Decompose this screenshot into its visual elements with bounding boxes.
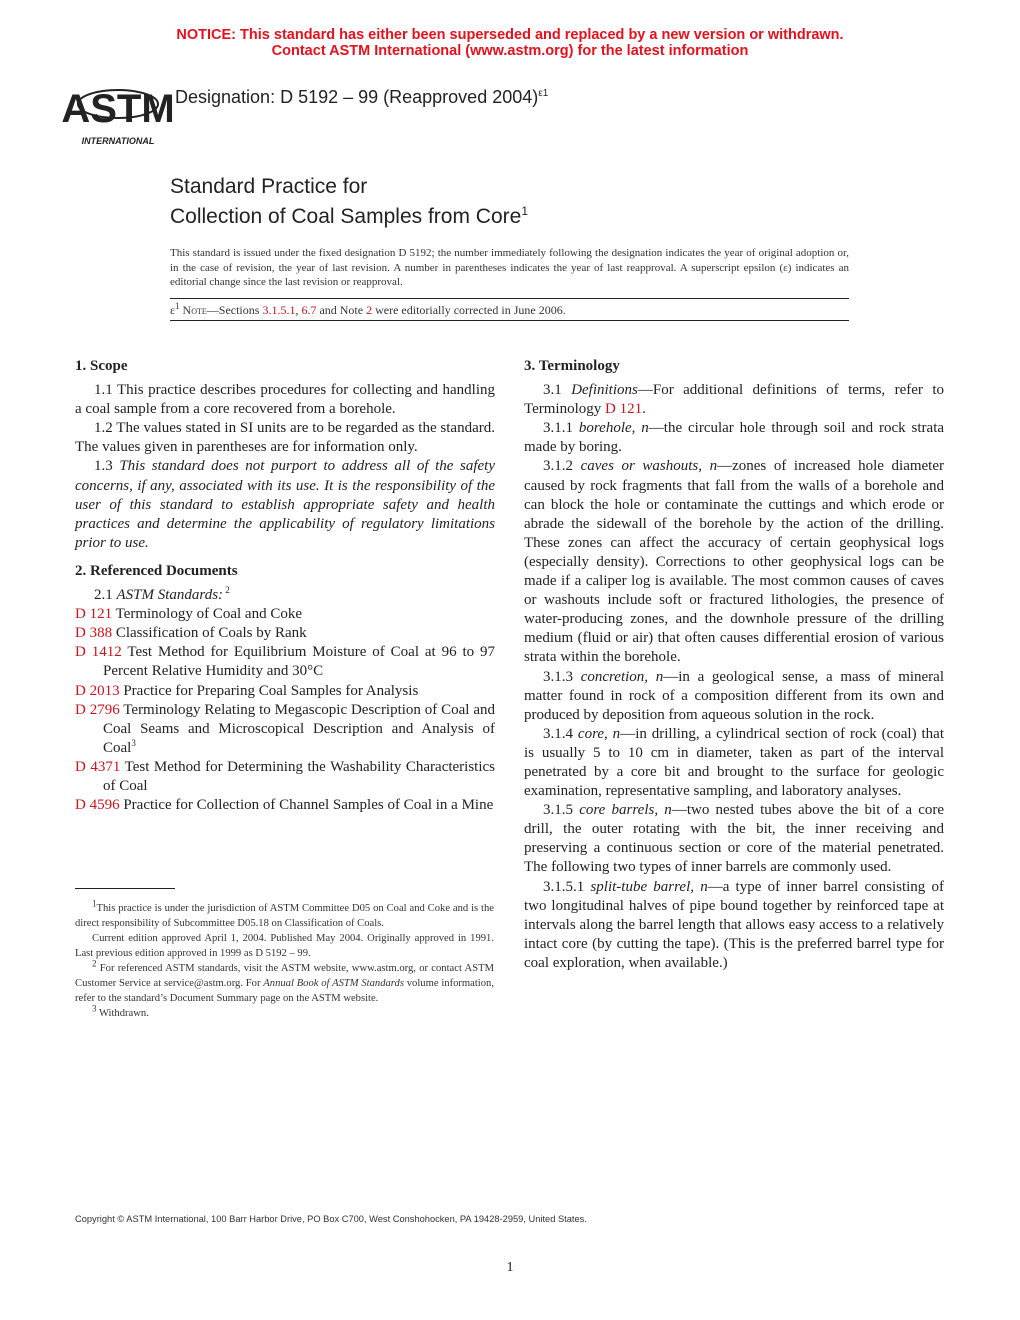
text-run: —zones of increased hole diameter caused by rock fragments that fall from the walls of a borehole and can block the hole or contaminate the cuttings and which erode or abrade the sidewall of the borehole by the action of the drilling. These zones can affect the accuracy of certain geophysical logs (especially density). Corrections to other geophysical logs can be made if a caliper log is available. The most common causes of caves or washouts include soft or fractured lithologies, the presence of water-producing zones, and the downhole pressure of the drilling medium (fluid or air) that often causes differential erosion of various strata within the borehole. xyxy=(524,458,945,666)
title-line-1: Standard Practice for xyxy=(170,175,368,198)
reference-link[interactable]: D 1412 xyxy=(75,644,122,661)
footnote-ref: 2 xyxy=(223,585,230,596)
text-run: 3.1.5 xyxy=(543,802,580,819)
logo-mark: ASTM xyxy=(61,87,175,131)
paragraph xyxy=(524,457,944,667)
paragraph xyxy=(75,586,495,605)
paragraph xyxy=(524,801,944,877)
right-column xyxy=(524,357,944,973)
paragraph xyxy=(524,381,944,419)
text-run: —Sections xyxy=(206,303,263,317)
text-run: split-tube barrel, n xyxy=(590,878,708,895)
section-heading xyxy=(75,562,495,581)
reference-link[interactable]: D 4596 xyxy=(75,797,120,814)
notice-line-2: Contact ASTM International (www.astm.org) for the latest information xyxy=(271,43,749,59)
text-run: —in a geological sense, a mass of mineral matter found in rock of a composition different from its own and produced by deposition from aqueous solution in the rock. xyxy=(524,668,945,723)
text-run: This practice is under the jurisdiction of ASTM Committee D05 on Coal and Coke and is the direct responsibility of Subcommittee D05.18 on Classification of Coals. xyxy=(75,903,494,929)
footnote-ref: 1 xyxy=(92,898,97,909)
paragraph xyxy=(75,381,495,419)
footnote-ref: 3 xyxy=(92,1003,97,1014)
left-column xyxy=(75,357,495,815)
paragraph xyxy=(75,457,495,552)
text-run: Test Method for Determining the Washability Characteristics of Coal xyxy=(103,758,496,794)
text-run: This standard does not purport to address all of the safety concerns, if any, associated with its use. It is the responsibility of the user of this standard to establish appropriate safety and health practices and determine the applicability of regulatory limitations prior to use. xyxy=(75,458,496,551)
paragraph xyxy=(524,668,944,725)
text-run: —the circular hole through soil and rock strata made by boring. xyxy=(524,420,945,456)
reference-link[interactable]: 6.7 xyxy=(301,303,317,317)
astm-logo xyxy=(61,76,175,148)
text-run: ε xyxy=(170,303,176,317)
reference-item xyxy=(75,758,495,796)
designation xyxy=(175,87,548,108)
text-run: —two nested tubes above the bit of a core drill, the outer rotating with the bit, the inner receiving and preserving a continuous section or core of the material penetrated. The following two types of inner barrels are commonly used. xyxy=(524,802,945,876)
logo-subtext: INTERNATIONAL xyxy=(81,136,155,146)
divider xyxy=(170,298,849,299)
text-run: 3.1 xyxy=(543,382,572,399)
text-run: Note xyxy=(179,303,207,317)
text-run: Terminology of Coal and Coke xyxy=(112,606,302,623)
text-run: 2.1 xyxy=(94,587,117,604)
text-run: Practice for Preparing Coal Samples for Analysis xyxy=(119,682,419,699)
text-run: and Note xyxy=(316,303,367,317)
text-run: —in drilling, a cylindrical section of rock (coal) that is usually 5 to 10 cm in diameter, taken as part of the interval penetrated by a core bit and brought to the surface for geologic examination, representative sampling, and laboratory analyses. xyxy=(524,725,944,800)
text-run: volume information, refer to the standard’s Document Summary page on the ASTM website. xyxy=(75,978,494,1004)
title-footnote-ref: 1 xyxy=(521,204,528,218)
footnote-ref: 3 xyxy=(131,737,136,748)
text-run: core barrels, n xyxy=(579,802,672,819)
text-run: Classification of Coals by Rank xyxy=(112,625,307,642)
text-run: 1.2 The values stated in SI units are to be regarded as the standard. The values given in parentheses are for information only. xyxy=(75,420,495,456)
reference-link[interactable]: D 388 xyxy=(75,625,113,642)
text-run: 3.1.4 xyxy=(543,725,578,742)
text-run: 3. Terminology xyxy=(524,358,620,374)
reference-link[interactable]: 2 xyxy=(366,303,373,317)
text-run: Test Method for Equilibrium Moisture of Coal at 96 to 97 Percent Relative Humidity and 30°C xyxy=(103,644,495,680)
text-run: For referenced ASTM standards, visit the ASTM website, www.astm.org, or contact ASTM Customer Service at service@astm.org. For xyxy=(75,963,494,989)
text-run: Withdrawn. xyxy=(96,1008,149,1019)
document-title xyxy=(170,174,528,229)
footnote-ref: 1 xyxy=(175,301,180,311)
text-run: Current edition approved April 1, 2004. Published May 2004. Originally approved in 1991. Last previous edition approved in 1999 as D 5192 – 99. xyxy=(75,933,494,959)
footnote-ref: 2 xyxy=(92,958,97,969)
paragraph xyxy=(524,725,944,801)
paragraph xyxy=(75,958,494,1006)
text-run: borehole, n xyxy=(578,420,649,437)
text-run: caves or washouts, n xyxy=(580,458,718,475)
text-run: Practice for Collection of Channel Samples of Coal in a Mine xyxy=(119,797,494,814)
designation-sup: ε1 xyxy=(538,88,549,99)
text-run: 1.1 This practice describes procedures for collecting and handling a coal sample from a core recovered from a borehole. xyxy=(75,382,495,418)
text-run: ASTM Standards: xyxy=(116,587,224,604)
text-run: 3.1.3 xyxy=(543,668,581,685)
text-run: 1. Scope xyxy=(75,358,128,374)
text-run: Annual Book of ASTM Standards xyxy=(263,978,404,989)
section-heading xyxy=(75,357,495,376)
issuance-statement: This standard is issued under the fixed designation D 5192; the number immediately following the designation indicates the year of original adoption or, in the case of revision, the year of last revision. A number in parentheses indicates the year of last reapproval. A superscript epsilon (ε) indicates an editorial change since the last revision or reapproval. xyxy=(170,247,849,289)
text-run: . xyxy=(642,401,646,418)
footnote-divider xyxy=(75,888,175,889)
reference-link[interactable]: 3.1.5.1 xyxy=(262,303,296,317)
paragraph xyxy=(524,878,944,973)
text-run: , xyxy=(295,303,302,317)
reference-item xyxy=(75,624,495,643)
paragraph xyxy=(524,419,944,457)
copyright: Copyright © ASTM International, 100 Barr Harbor Drive, PO Box C700, West Conshohocken, PA 19428-2959, United States. xyxy=(75,1214,587,1224)
reference-link[interactable]: D 2796 xyxy=(75,701,120,718)
divider xyxy=(170,320,849,321)
reference-link[interactable]: D 121 xyxy=(605,401,643,418)
text-run: 1.3 xyxy=(94,458,120,475)
text-run: —a type of inner barrel consisting of two longitudinal halves of pipe bound together by reinforced tape at intervals along the barrel length that allows easy access to a relatively intact core (by cutting the tape). (This is the preferred barrel type for coal exploration, when available.) xyxy=(524,878,944,971)
text-run: 3.1.5.1 xyxy=(543,878,591,895)
reference-item xyxy=(75,605,495,624)
reference-item xyxy=(75,701,495,758)
editorial-note xyxy=(170,303,566,318)
paragraph xyxy=(75,931,494,961)
reference-link[interactable]: D 2013 xyxy=(75,682,120,699)
reference-item xyxy=(75,796,495,815)
reference-link[interactable]: D 121 xyxy=(75,606,113,623)
withdrawal-notice xyxy=(0,27,1020,59)
text-run: 2. Referenced Documents xyxy=(75,562,238,579)
paragraph xyxy=(75,898,494,931)
reference-link[interactable]: D 4371 xyxy=(75,758,121,775)
reference-item xyxy=(75,682,495,701)
page-number: 1 xyxy=(506,1260,514,1275)
text-run: core, n xyxy=(577,725,621,742)
paragraph xyxy=(75,1003,494,1021)
reference-item xyxy=(75,643,495,681)
footnotes xyxy=(75,898,494,1021)
text-run: Terminology Relating to Megascopic Description of Coal and Coal Seams and Microscopical Description and Analysis of Coal xyxy=(103,701,495,756)
text-run: —For additional definitions of terms, refer to Terminology xyxy=(524,382,944,418)
text-run: Definitions xyxy=(571,382,638,399)
text-run: 3.1.1 xyxy=(543,420,579,437)
text-run: were editorially corrected in June 2006. xyxy=(372,303,566,317)
title-line-2: Collection of Coal Samples from Core xyxy=(170,205,522,228)
designation-text: Designation: D 5192 – 99 (Reapproved 2004) xyxy=(175,87,539,107)
text-run: concretion, n xyxy=(580,668,664,685)
section-heading xyxy=(524,357,944,376)
text-run: 3.1.2 xyxy=(543,458,581,475)
paragraph xyxy=(75,419,495,457)
notice-line-1: NOTICE: This standard has either been superseded and replaced by a new version or withdrawn. xyxy=(176,27,844,43)
